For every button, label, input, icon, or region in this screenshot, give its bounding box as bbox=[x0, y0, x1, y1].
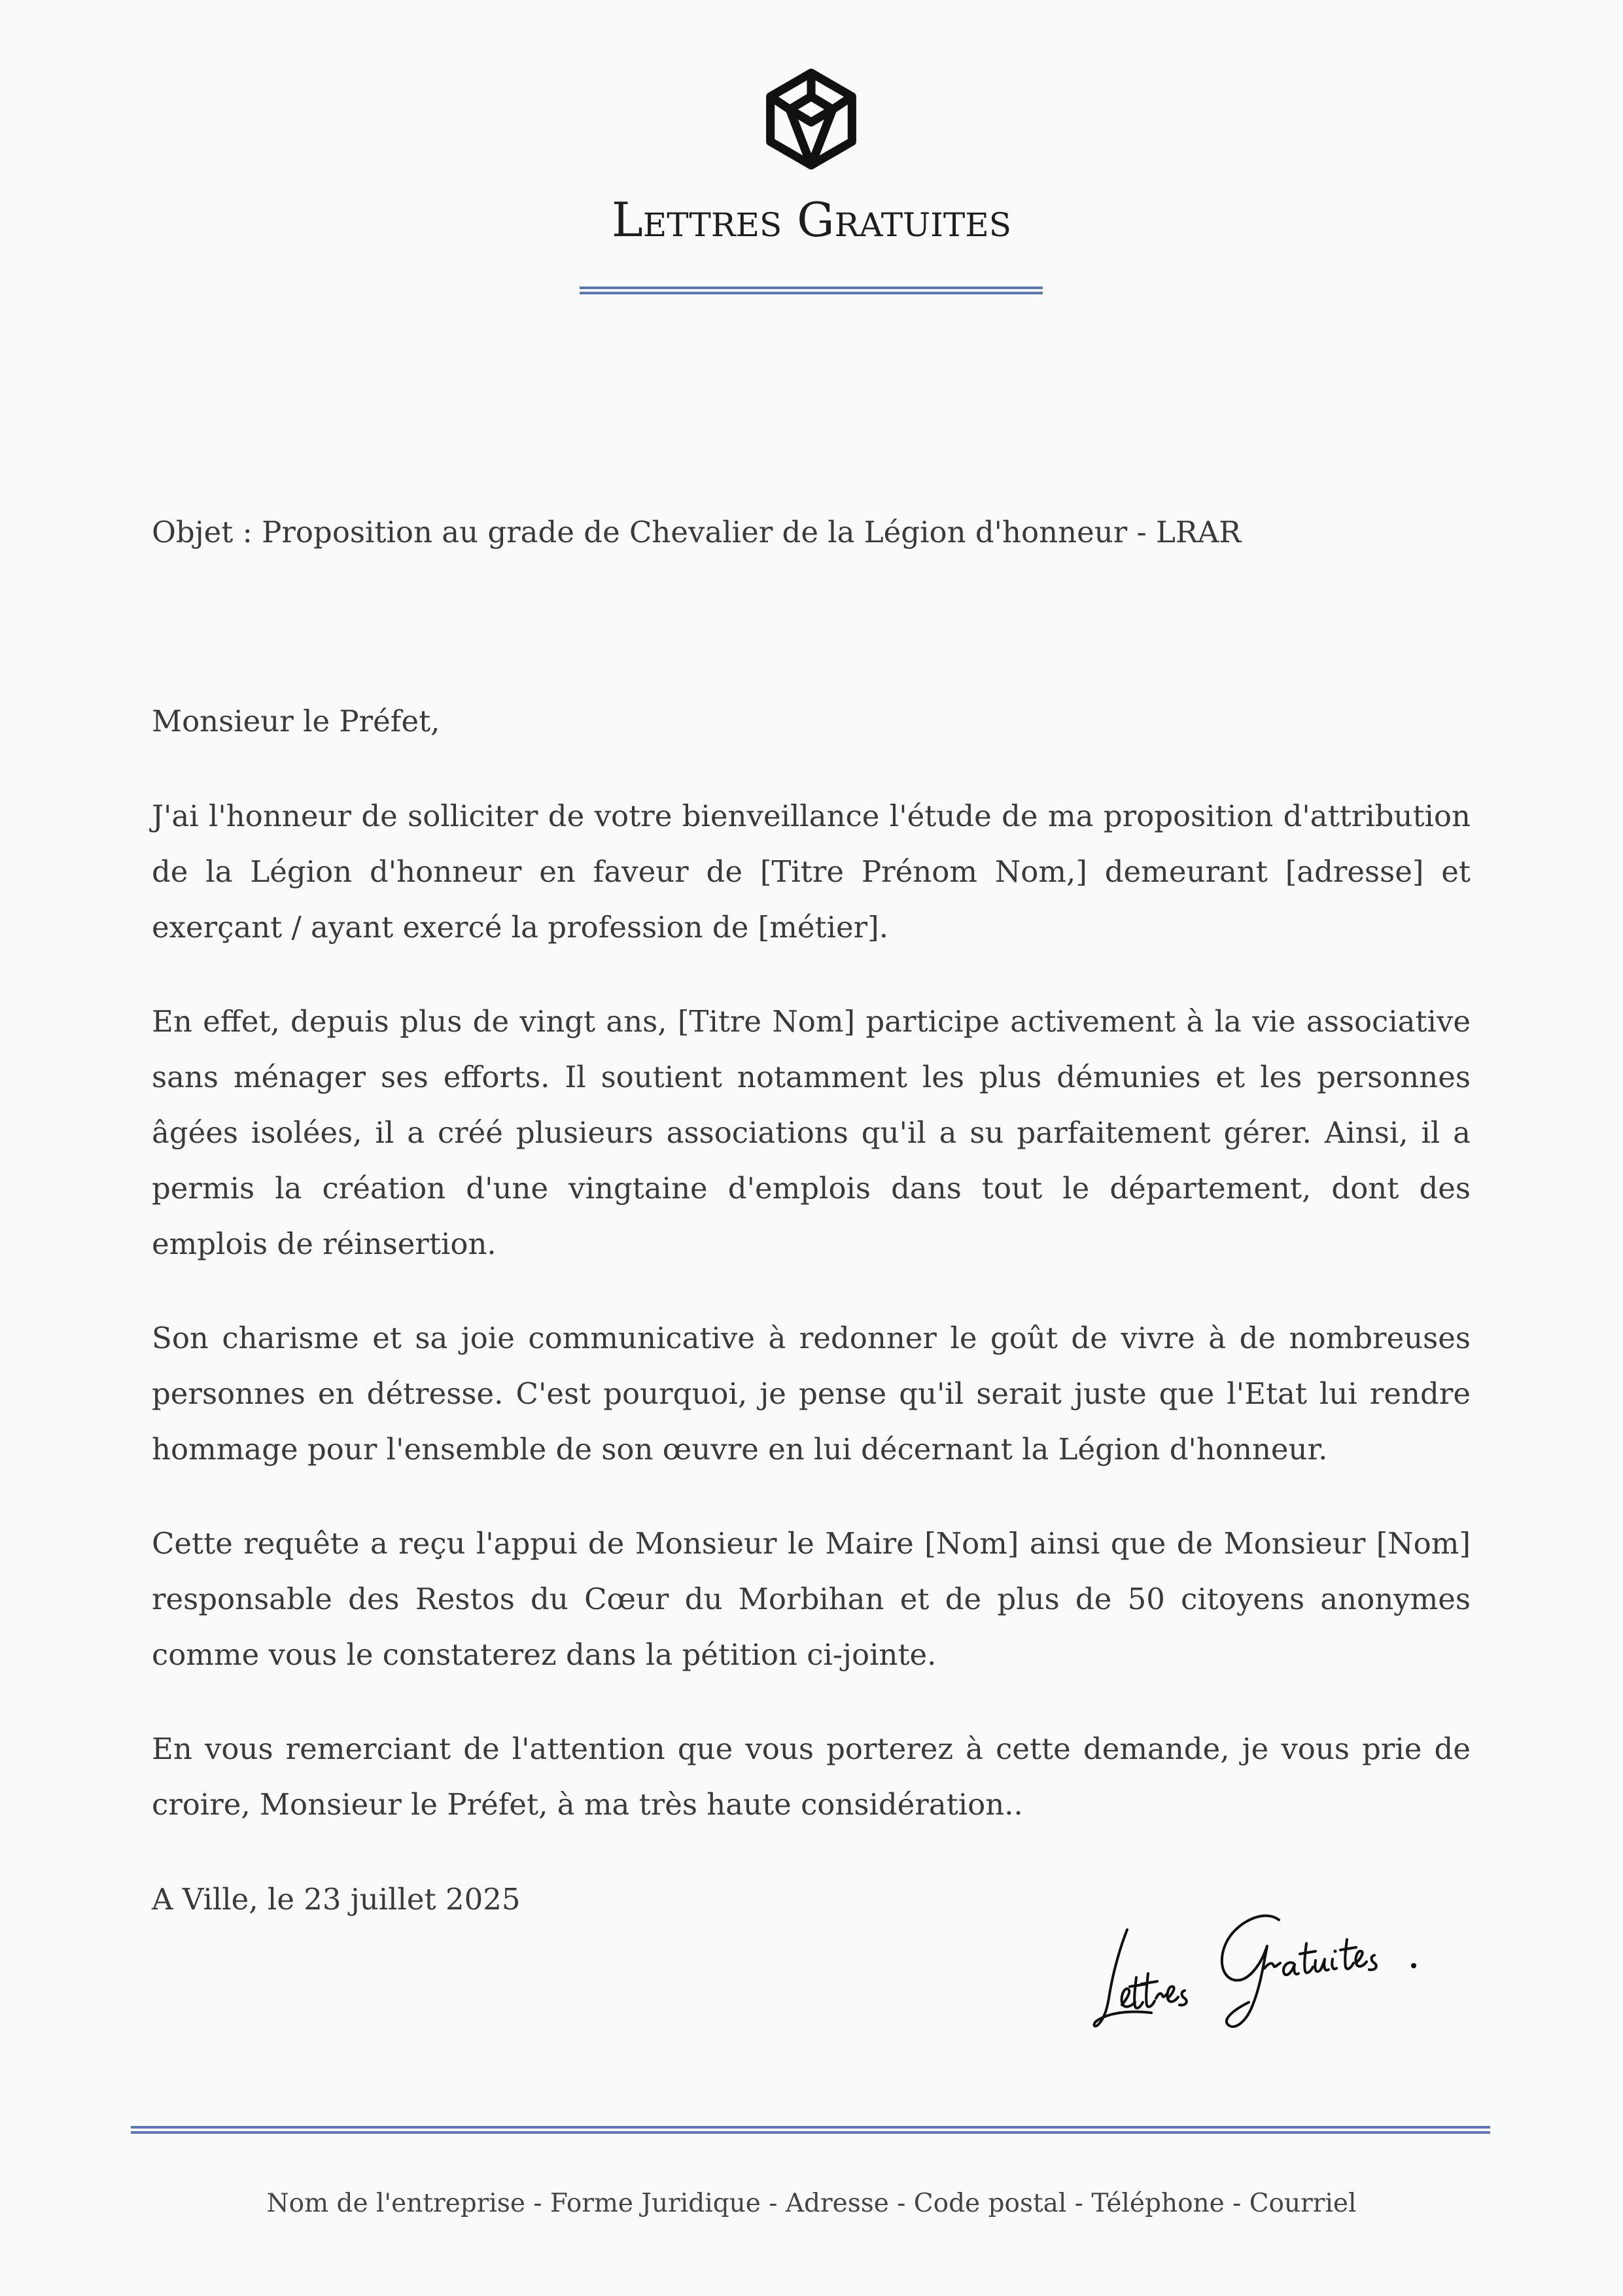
footer-double-rule bbox=[131, 2126, 1490, 2134]
place-and-date: A Ville, le 23 juillet 2025 bbox=[152, 1882, 521, 1917]
letter-subject: Objet : Proposition au grade de Chevalier de la Légion d'honneur - LRAR bbox=[152, 515, 1242, 549]
body-paragraph: En vous remerciant de l'attention que vous porterez à cette demande, je vous prie de croire, Monsieur le Préfet, à ma très haute considération.. bbox=[152, 1731, 1471, 1822]
body-paragraph: En effet, depuis plus de vingt ans, [Titre Nom] participe activement à la vie associative sans ménager ses efforts. Il soutient notamment les plus démunies et les personnes âgées isolées, il a créé plusieurs associations qu'il a su parfaitement gérer. Ainsi, il a permis la création d'une vingtaine d'emplois dans tout le département, dont des emplois de réinsertion. bbox=[152, 1004, 1471, 1261]
body-paragraph: Cette requête a reçu l'appui de Monsieur le Maire [Nom] ainsi que de Monsieur [Nom] responsable des Restos du Cœur du Morbihan et de plus de 50 citoyens anonymes comme vous le constaterez dans la pétition ci-jointe. bbox=[152, 1526, 1471, 1672]
handwritten-signature bbox=[1089, 1900, 1429, 2031]
cube-icon bbox=[758, 65, 865, 173]
footer-contact-line: Nom de l'entreprise - Forme Juridique - Adresse - Code postal - Téléphone - Courriel bbox=[266, 2189, 1357, 2218]
body-paragraph: J'ai l'honneur de solliciter de votre bienveillance l'étude de ma proposition d'attribution de la Légion d'honneur en faveur de [Titre Prénom Nom,] demeurant [adresse] et exerçant / ayant exercé la profession de [métier]. bbox=[152, 799, 1471, 945]
header-double-rule bbox=[580, 287, 1043, 294]
brand-name: Lettres Gratuites bbox=[611, 192, 1012, 247]
letter-body bbox=[152, 788, 1471, 1832]
letter-salutation: Monsieur le Préfet, bbox=[152, 704, 440, 739]
body-paragraph: Son charisme et sa joie communicative à redonner le goût de vivre à de nombreuses personnes en détresse. C'est pourquoi, je pense qu'il serait juste que l'Etat lui rendre hommage pour l'ensemble de son œuvre en lui décernant la Légion d'honneur. bbox=[152, 1321, 1471, 1467]
